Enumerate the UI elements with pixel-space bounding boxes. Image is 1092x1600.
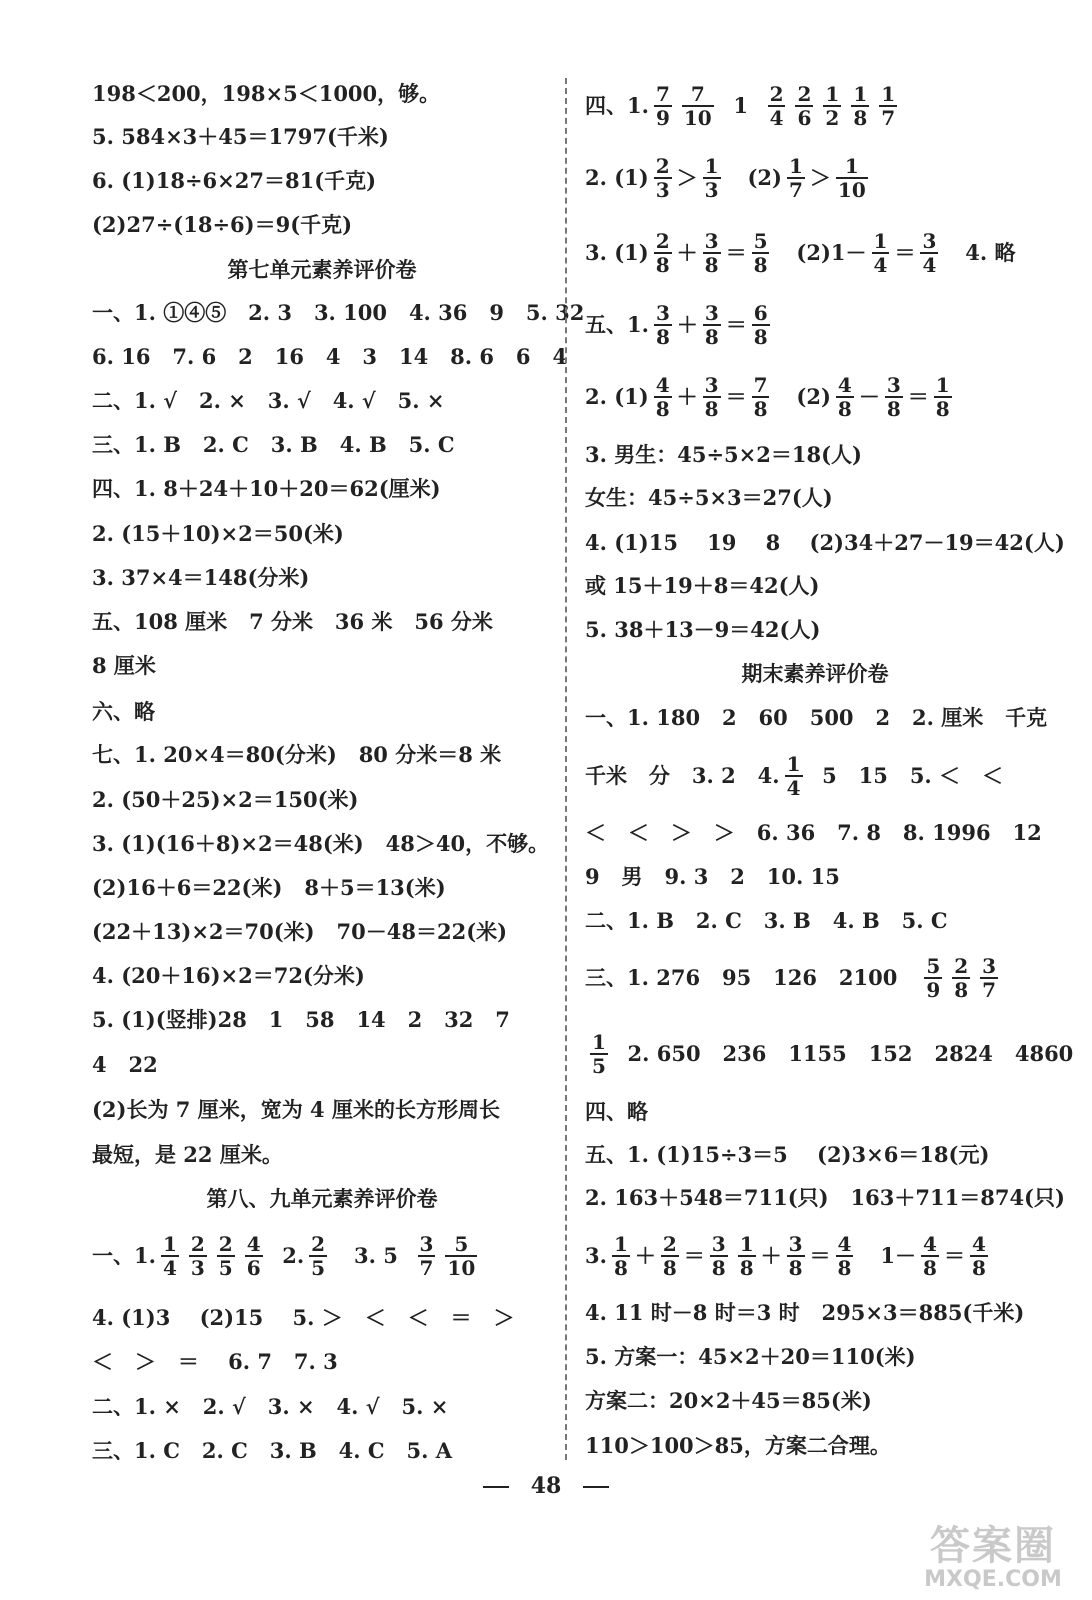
fraction-numerator: 4 [837, 1232, 852, 1256]
answer-line [92, 1043, 158, 1087]
fraction [921, 1233, 939, 1279]
answer-line [92, 866, 446, 910]
fraction-numerator: 2 [655, 229, 670, 253]
answer-text: 4. 11 时－8 时＝3 时 295×3＝885(千米) [585, 1300, 1025, 1325]
answer-line [585, 1291, 1024, 1335]
answer-line [92, 423, 455, 467]
answer-text: 5. (1)(竖排)28 1 58 14 2 32 7 [92, 1007, 510, 1032]
answer-line [585, 1379, 872, 1423]
footer-dash-left [483, 1486, 509, 1488]
answer-text: 5 15 5. ＜ ＜ [807, 763, 1003, 788]
fraction [768, 83, 786, 129]
answer-text: 一、1. [92, 1243, 156, 1268]
answer-line [585, 1090, 648, 1134]
fraction [836, 374, 854, 420]
fraction [703, 155, 721, 201]
answer-line [585, 608, 820, 652]
answer-text: 2. 163＋548＝711(只) 163＋711＝874(只) [585, 1185, 1065, 1210]
answer-line [585, 375, 957, 419]
answer-text: 9 男 9. 3 2 10. 15 [585, 864, 840, 889]
fraction-numerator: 3 [704, 229, 719, 253]
answer-text: (2) [725, 165, 782, 190]
fraction [920, 230, 938, 276]
fraction-numerator: 3 [788, 1232, 803, 1256]
fraction [836, 1233, 854, 1279]
fraction [872, 230, 890, 276]
answer-line [92, 1385, 448, 1429]
fraction-denominator: 10 [837, 178, 866, 202]
answer-text: 198＜200，198×5＜1000，够。 [92, 81, 441, 106]
fraction-denominator: 3 [704, 178, 719, 202]
fraction-numerator: 1 [935, 373, 950, 397]
fraction-numerator: 3 [655, 301, 670, 325]
answer-text: 6. 16 7. 6 2 16 4 3 14 8. 6 6 4 [92, 344, 568, 369]
answer-line [585, 956, 1003, 1000]
answer-line [92, 379, 445, 423]
section-heading [207, 1177, 438, 1221]
fraction [787, 155, 805, 201]
answer-text: 3. 37×4＝148(分米) [92, 565, 310, 590]
fraction-numerator: 5 [753, 229, 768, 253]
fraction-denominator: 8 [923, 1256, 937, 1280]
answer-text: 2. (50＋25)×2＝150(米) [92, 787, 359, 812]
fraction-denominator: 7 [788, 178, 803, 202]
fraction [879, 83, 897, 129]
fraction-numerator: 4 [246, 1232, 261, 1256]
answer-text: ＝ [725, 240, 747, 265]
answer-text: 4. (1)15 19 8 (2)34＋27－19＝42(人) [585, 530, 1065, 555]
answer-text: 3. (1) [585, 240, 649, 265]
answer-line [585, 1032, 1073, 1076]
answer-text: (22＋13)×2＝70(米) 70－48＝22(米) [92, 919, 508, 944]
answer-text: 女生：45÷5×3＝27(人) [585, 485, 833, 510]
fraction-denominator: 7 [419, 1256, 434, 1280]
footer-dash-right [583, 1486, 609, 1488]
answer-text: 或 15＋19＋8＝42(人) [585, 573, 820, 598]
fraction-numerator: 4 [837, 373, 852, 397]
answer-text: 二、1. × 2. √ 3. × 4. √ 5. × [92, 1394, 449, 1419]
answer-text: 4 22 [92, 1052, 158, 1077]
answer-text: ＝ [943, 1243, 965, 1268]
answer-text: 三、1. 276 95 126 2100 [585, 965, 920, 990]
answer-text: 4. (1)3 (2)15 5. ＞ ＜ ＜ ＝ ＞ [92, 1305, 515, 1330]
answer-line [585, 855, 840, 899]
fraction-denominator: 4 [162, 1256, 177, 1280]
answer-text: 四、1. [585, 93, 649, 118]
answer-text: ＞ [676, 165, 698, 190]
fraction [752, 374, 770, 420]
answer-line [92, 600, 493, 644]
fraction-numerator: 2 [662, 1232, 677, 1256]
answer-line [585, 476, 833, 520]
answer-line [585, 433, 862, 477]
fraction-denominator: 8 [704, 325, 719, 349]
fraction-denominator: 8 [704, 397, 719, 421]
fraction-numerator: 3 [704, 301, 719, 325]
fraction-numerator: 3 [419, 1232, 434, 1256]
answer-text: 五、1. (1)15÷3＝5 (2)3×6＝18(元) [585, 1142, 990, 1167]
answer-text: 5. 方案一：45×2＋20＝110(米) [585, 1344, 916, 1369]
fraction [952, 955, 970, 1001]
fraction-denominator: 8 [655, 325, 670, 349]
fraction-numerator: 3 [886, 373, 901, 397]
fraction-numerator: 1 [613, 1232, 628, 1256]
answer-text: 一、1. ①④⑤ 2. 3 3. 100 4. 36 9 5. 32 [92, 300, 585, 325]
answer-text: (2)长为 7 厘米，宽为 4 厘米的长方形周长 [92, 1097, 500, 1122]
answer-text: 最短，是 22 厘米。 [92, 1142, 283, 1167]
fraction-denominator: 3 [190, 1256, 205, 1280]
fraction-denominator: 4 [769, 106, 784, 130]
fraction [217, 1233, 235, 1279]
answer-line [92, 778, 358, 822]
answer-text: 1 [718, 93, 763, 118]
answer-text: 千米 分 3. 2 4. [585, 763, 780, 788]
fraction-numerator: 2 [218, 1232, 233, 1256]
answer-text: 五、1. [585, 312, 649, 337]
answer-text: 二、1. B 2. C 3. B 4. B 5. C [585, 908, 948, 933]
fraction-numerator: 2 [311, 1232, 326, 1256]
fraction [710, 1233, 728, 1279]
answer-line [92, 998, 510, 1042]
fraction-numerator: 1 [873, 229, 888, 253]
fraction [785, 753, 803, 799]
answer-text: 6. (1)18÷6×27＝81(千克) [92, 168, 377, 193]
fraction-numerator: 1 [592, 1030, 606, 1054]
fraction-denominator: 8 [853, 106, 868, 130]
answer-text: 方案二：20×2＋45＝85(米) [585, 1388, 872, 1413]
answer-line [585, 754, 1003, 798]
fraction-numerator: 1 [739, 1232, 754, 1256]
fraction [654, 302, 672, 348]
fraction-numerator: 3 [982, 954, 997, 978]
answer-text: ＋ [760, 1243, 782, 1268]
fraction-numerator: 1 [162, 1232, 177, 1256]
fraction-denominator: 8 [788, 1256, 803, 1280]
answer-text: ＋ [676, 384, 698, 409]
answer-line [585, 521, 1065, 565]
column-divider [565, 78, 567, 1460]
answer-line [585, 84, 902, 128]
fraction [654, 374, 672, 420]
fraction-denominator: 4 [786, 776, 801, 800]
fraction [752, 230, 770, 276]
fraction-denominator: 10 [447, 1256, 476, 1280]
answer-line [585, 1424, 891, 1468]
fraction-denominator: 6 [797, 106, 812, 130]
fraction [980, 955, 998, 1001]
answer-text: 3. 5 [332, 1243, 413, 1268]
answer-text: 3. [585, 1243, 607, 1268]
fraction-numerator: 3 [704, 373, 719, 397]
fraction-denominator: 8 [837, 397, 852, 421]
answer-text: 五、108 厘米 7 分米 36 米 56 分米 [92, 609, 493, 634]
fraction-numerator: 7 [753, 373, 768, 397]
fraction [885, 374, 903, 420]
fraction [682, 83, 714, 129]
answer-text: 3. 男生：45÷5×2＝18(人) [585, 442, 862, 467]
fraction [752, 302, 770, 348]
answer-line [92, 690, 155, 734]
page-footer [0, 1472, 1092, 1500]
fraction-denominator: 9 [655, 106, 670, 130]
answer-text: 8 厘米 [92, 653, 156, 678]
answer-text: 2. (1) [585, 384, 649, 409]
answer-text: 四、1. 8＋24＋10＋20＝62(厘米) [92, 476, 441, 501]
fraction [703, 302, 721, 348]
fraction-numerator: 3 [711, 1232, 726, 1256]
section-heading [228, 248, 417, 292]
answer-text: 一、1. 180 2 60 500 2 2. 厘米 千克 [585, 705, 1048, 730]
fraction-numerator: 1 [704, 154, 719, 178]
fraction [703, 230, 721, 276]
fraction [738, 1233, 756, 1279]
answer-text: 第八、九单元素养评价卷 [206, 1186, 438, 1211]
answer-text: 110＞100＞85，方案二合理。 [585, 1433, 891, 1458]
fraction-numerator: 6 [753, 301, 768, 325]
answer-text: ＝ [809, 1243, 831, 1268]
fraction-numerator: 5 [454, 1232, 469, 1256]
fraction-numerator: 2 [190, 1232, 205, 1256]
fraction-denominator: 9 [926, 978, 941, 1002]
answer-text: ＝ [725, 384, 747, 409]
fraction-denominator: 8 [971, 1256, 986, 1280]
answer-line [92, 1296, 515, 1340]
fraction-denominator: 4 [873, 253, 888, 277]
answer-line [585, 303, 775, 347]
fraction-denominator: 2 [825, 106, 840, 130]
fraction-denominator: 8 [655, 253, 670, 277]
answer-line [92, 159, 376, 203]
fraction-denominator: 8 [954, 978, 969, 1002]
answer-text: 1－ [858, 1243, 917, 1268]
answer-text: 期末素养评价卷 [741, 661, 889, 686]
answer-text: － [858, 384, 880, 409]
fraction-denominator: 5 [311, 1256, 326, 1280]
fraction [161, 1233, 179, 1279]
fraction [654, 155, 672, 201]
answer-text: (2)1－ [774, 240, 867, 265]
answer-text: 二、1. √ 2. × 3. √ 4. √ 5. × [92, 388, 445, 413]
answer-text: 七、1. 20×4＝80(分米) 80 分米＝8 米 [92, 742, 502, 767]
fraction-denominator: 8 [753, 253, 768, 277]
answer-line [92, 1340, 338, 1384]
fraction-denominator: 3 [655, 178, 670, 202]
answer-text: 5. 584×3＋45＝1797(千米) [92, 124, 389, 149]
fraction-denominator: 10 [683, 106, 712, 130]
answer-line [585, 156, 873, 200]
answer-text: ＝ [683, 1243, 705, 1268]
fraction-denominator: 4 [922, 253, 937, 277]
answer-text: (2) [774, 384, 831, 409]
fraction-denominator: 8 [753, 325, 768, 349]
answer-text: 三、1. C 2. C 3. B 4. C 5. A [92, 1438, 453, 1463]
answer-text: 4. (20＋16)×2＝72(分米) [92, 963, 365, 988]
fraction-numerator: 4 [923, 1232, 937, 1256]
fraction-denominator: 5 [592, 1054, 606, 1078]
answer-text: ＝ [894, 240, 916, 265]
fraction-denominator: 8 [711, 1256, 726, 1280]
answer-text: 三、1. B 2. C 3. B 4. B 5. C [92, 432, 455, 457]
fraction-numerator: 1 [853, 82, 868, 106]
answer-line [92, 954, 365, 998]
fraction [654, 83, 672, 129]
fraction-denominator: 8 [613, 1256, 628, 1280]
fraction-numerator: 4 [971, 1232, 986, 1256]
fraction-numerator: 4 [655, 373, 670, 397]
fraction [787, 1233, 805, 1279]
answer-line [585, 564, 819, 608]
fraction-denominator: 5 [218, 1256, 233, 1280]
answer-line [92, 467, 441, 511]
fraction-numerator: 2 [769, 82, 784, 106]
fraction-numerator: 1 [786, 752, 801, 776]
page-number: 48 [530, 1473, 562, 1499]
answer-text: ＞ [809, 165, 831, 190]
fraction-denominator: 8 [886, 397, 901, 421]
fraction-denominator: 7 [982, 978, 997, 1002]
answer-text: (2)16＋6＝22(米) 8＋5＝13(米) [92, 875, 446, 900]
answer-line [585, 1133, 989, 1177]
answer-line [92, 72, 440, 116]
answer-text: 六、略 [92, 699, 155, 724]
fraction-denominator: 8 [753, 397, 768, 421]
answer-line [92, 115, 389, 159]
answer-text: 2. (1) [585, 165, 649, 190]
answer-line [585, 899, 948, 943]
fraction [924, 955, 942, 1001]
answer-line [92, 1429, 452, 1473]
fraction [836, 155, 868, 201]
fraction [823, 83, 841, 129]
fraction-denominator: 8 [837, 1256, 852, 1280]
watermark-url: MXQE.COM [924, 1567, 1062, 1592]
answer-line [585, 696, 1047, 740]
answer-text: 四、略 [585, 1099, 648, 1124]
answer-line [92, 556, 309, 600]
fraction-numerator: 5 [926, 954, 941, 978]
fraction-denominator: 8 [655, 397, 670, 421]
answer-line [585, 1176, 1065, 1220]
fraction [418, 1233, 436, 1279]
answer-text: 3. (1)(16＋8)×2＝48(米) 48＞40，不够。 [92, 831, 550, 856]
fraction-numerator: 3 [922, 229, 937, 253]
answer-line [92, 1088, 500, 1132]
answer-line [585, 1234, 993, 1278]
fraction [661, 1233, 679, 1279]
answer-line [92, 644, 156, 688]
fraction [703, 374, 721, 420]
answer-text: ＝ [725, 312, 747, 337]
answer-line [92, 335, 567, 379]
answer-line [585, 1335, 916, 1379]
answer-text: 2. [267, 1243, 305, 1268]
answer-text: (2)27÷(18÷6)＝9(千克) [92, 212, 353, 237]
fraction-denominator: 8 [739, 1256, 754, 1280]
answer-text: ＝ [907, 384, 929, 409]
answer-text: 第七单元素养评价卷 [227, 257, 417, 282]
fraction-numerator: 7 [655, 82, 670, 106]
answer-text: 5. 38＋13－9＝42(人) [585, 617, 821, 642]
answer-line [585, 231, 1016, 275]
fraction [445, 1233, 477, 1279]
answer-text: ＋ [634, 1243, 656, 1268]
fraction [612, 1233, 630, 1279]
answer-text: ＜ ＞ ＝ 6. 7 7. 3 [92, 1349, 338, 1374]
fraction-numerator: 1 [788, 154, 803, 178]
answer-line [92, 1133, 283, 1177]
section-heading [742, 652, 889, 696]
fraction-numerator: 1 [844, 154, 859, 178]
answer-line [92, 1234, 482, 1278]
fraction [245, 1233, 263, 1279]
fraction [970, 1233, 988, 1279]
answer-line [92, 822, 549, 866]
fraction-numerator: 2 [954, 954, 969, 978]
watermark-logo: 答案圈 [930, 1523, 1056, 1569]
answer-line [92, 512, 344, 556]
fraction [590, 1031, 608, 1077]
fraction-denominator: 8 [704, 253, 719, 277]
answer-line [585, 811, 1042, 855]
fraction [934, 374, 952, 420]
fraction [795, 83, 813, 129]
fraction-denominator: 6 [246, 1256, 261, 1280]
fraction [851, 83, 869, 129]
watermark [908, 1524, 1078, 1592]
fraction-denominator: 8 [662, 1256, 677, 1280]
fraction-numerator: 2 [797, 82, 812, 106]
answer-line [92, 910, 507, 954]
answer-text: 2. (15＋10)×2＝50(米) [92, 521, 344, 546]
fraction [654, 230, 672, 276]
answer-text: ＜ ＜ ＞ ＞ 6. 36 7. 8 8. 1996 12 [585, 820, 1042, 845]
fraction-numerator: 1 [881, 82, 896, 106]
fraction-denominator: 8 [935, 397, 950, 421]
fraction-denominator: 7 [881, 106, 896, 130]
answer-line [92, 203, 352, 247]
answer-text: ＋ [676, 240, 698, 265]
fraction-numerator: 7 [690, 82, 705, 106]
answer-text: 2. 650 236 1155 152 2824 4860 [612, 1041, 1074, 1066]
fraction [309, 1233, 327, 1279]
fraction-numerator: 1 [825, 82, 840, 106]
answer-line [92, 291, 584, 335]
answer-text: 4. 略 [943, 240, 1016, 265]
fraction-numerator: 2 [655, 154, 670, 178]
answer-text: ＋ [676, 312, 698, 337]
fraction [189, 1233, 207, 1279]
answer-line [92, 733, 501, 777]
